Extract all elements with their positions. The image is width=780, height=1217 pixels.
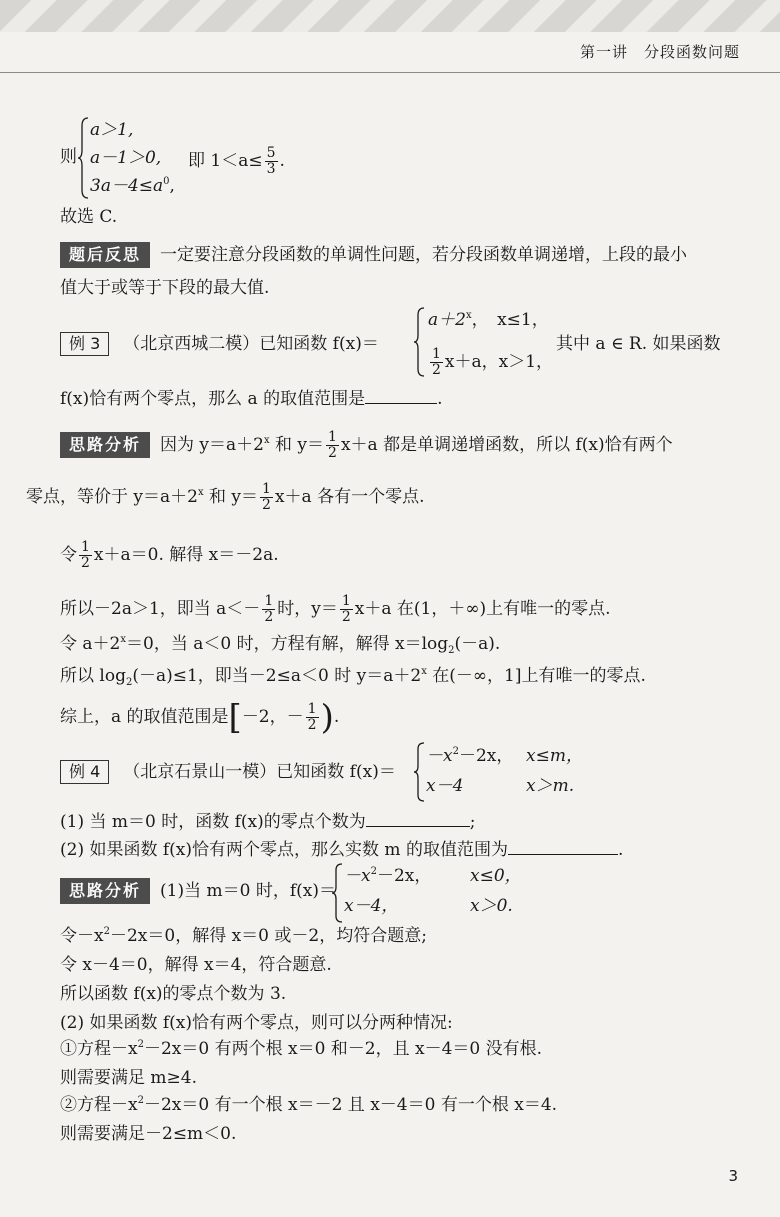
ex4-piece-1-cond: x≤m，: [526, 746, 583, 766]
analysis-2-line-9: 则需要满足－2≤m＜0.: [60, 1124, 237, 1144]
analysis-1-line-6: 所以 $\log_2(-a)\le 1$，即当－2≤a＜0 时 $y=a+2^x$ 在(－∞，1]上有唯一的零点.: [60, 666, 646, 688]
analysis-2-line-2: 令$-x^2-2x=0$，解得 x＝0 或－2，均符合题意;: [60, 926, 427, 946]
sys1-row2: a－1＞0,: [90, 148, 162, 168]
left-brace-icon: [414, 306, 426, 378]
analysis-1-line-4: 所以－2a＞1，即当 a＜－ $\frac{1}{2}$ 时，y＝ $\frac{1}{2}$ x＋a 在(1，＋∞)上有唯一的零点.: [60, 593, 611, 625]
sys1-row3: $3a-4\le a^0$,: [90, 176, 175, 196]
sys1-row1: a＞1,: [90, 120, 134, 140]
example-4-statement: 例 4 （北京石景山一模）已知函数 f(x)＝: [60, 760, 396, 784]
analysis-1-badge: 思路分析: [60, 432, 150, 458]
example-4-badge: 例 4: [60, 760, 109, 784]
reflection-line-2: 值大于或等于下段的最大值.: [60, 278, 270, 298]
ex4-question-2: (2) 如果函数 f(x)恰有两个零点，那么实数 m 的取值范围为 .: [60, 840, 624, 860]
header-title: 第一讲 分段函数问题: [579, 43, 740, 61]
sys1-prefix: 则: [60, 147, 77, 167]
left-brace-icon: [332, 862, 344, 924]
analysis-2-line-7: 则需要满足 m≥4.: [60, 1068, 197, 1088]
left-brace-icon: [78, 116, 90, 200]
analysis-2-line-8: ②方程$-x^2-2x=0$ 有一个根 x＝－2 且 x－4＝0 有一个根 x＝4.: [60, 1095, 558, 1115]
example-3-statement: 例 3 （北京西城二模）已知函数 f(x)＝: [60, 332, 379, 356]
analysis-1-line-5: 令 $a+2^x=0$，当 a＜0 时，方程有解，解得 $x=\log_2(-a)$.: [60, 634, 501, 656]
reflection-line-1: 题后反思 一定要注意分段函数的单调性问题，若分段函数单调递增，上段的最小: [60, 242, 687, 268]
ex4-piece-2-cond: x＞m.: [526, 776, 575, 796]
an2-piece-1: $-x^2-2x$，: [344, 866, 432, 886]
ex4-piece-2: x－4: [426, 776, 464, 796]
analysis-2-line-3: 令 x－4＝0，解得 x＝4，符合题意.: [60, 955, 332, 975]
conclusion-choose-c: 故选 C.: [60, 207, 118, 227]
analysis-2-line-5: (2) 如果函数 f(x)恰有两个零点，则可以分两种情况:: [60, 1013, 453, 1033]
analysis-2-line-1: 思路分析 (1)当 m＝0 时，f(x)＝: [60, 878, 336, 904]
an2-piece-1-cond: x≤0，: [470, 866, 522, 886]
an2-piece-2: x－4，: [344, 896, 399, 916]
ex3-question: f(x)恰有两个零点，那么 a 的取值范围是 .: [60, 389, 443, 409]
example-3-badge: 例 3: [60, 332, 109, 356]
analysis-2-line-4: 所以函数 f(x)的零点个数为 3.: [60, 984, 287, 1004]
analysis-1-line-3: 令 $\frac{1}{2}$ x＋a＝0. 解得 x＝－2a.: [60, 539, 279, 571]
ex3-statement-tail: 其中 a ∈ R. 如果函数: [556, 334, 721, 354]
sys1-result: 即 1＜a≤ $\frac{5}{3}$ .: [188, 145, 285, 177]
ex4-question-1: (1) 当 m＝0 时，函数 f(x)的零点个数为 ;: [60, 812, 476, 832]
reflection-badge: 题后反思: [60, 242, 150, 268]
page-number: 3: [728, 1167, 738, 1185]
left-brace-icon: [414, 741, 426, 803]
ex3-piece-2: $\frac{1}{2}$ x＋a，x＞1，: [432, 346, 554, 378]
top-decorative-band: [0, 0, 780, 32]
analysis-2-line-6: ①方程$-x^2-2x=0$ 有两个根 x＝0 和－2，且 x－4＝0 没有根.: [60, 1039, 543, 1059]
ex3-piece-1: $a+2^x$， x≤1，: [428, 310, 549, 330]
page-header: [0, 32, 780, 73]
analysis-2-badge: 思路分析: [60, 878, 150, 904]
analysis-1-line-7: 综上，a 的取值范围是[－2，－ $\frac{1}{2}$ ).: [60, 697, 340, 738]
an2-piece-2-cond: x＞0.: [470, 896, 513, 916]
ex4-piece-1: $-x^2-2x$，: [426, 746, 514, 766]
analysis-1-line-1: 思路分析 因为 $y=a+2^x$ 和 y＝ $\frac{1}{2}$ x＋a 都是单调递增函数，所以 f(x)恰有两个: [60, 430, 673, 461]
analysis-1-line-2: 零点，等价于 $y=a+2^x$ 和 y＝ $\frac{1}{2}$ x＋a 各有一个零点.: [26, 481, 425, 513]
